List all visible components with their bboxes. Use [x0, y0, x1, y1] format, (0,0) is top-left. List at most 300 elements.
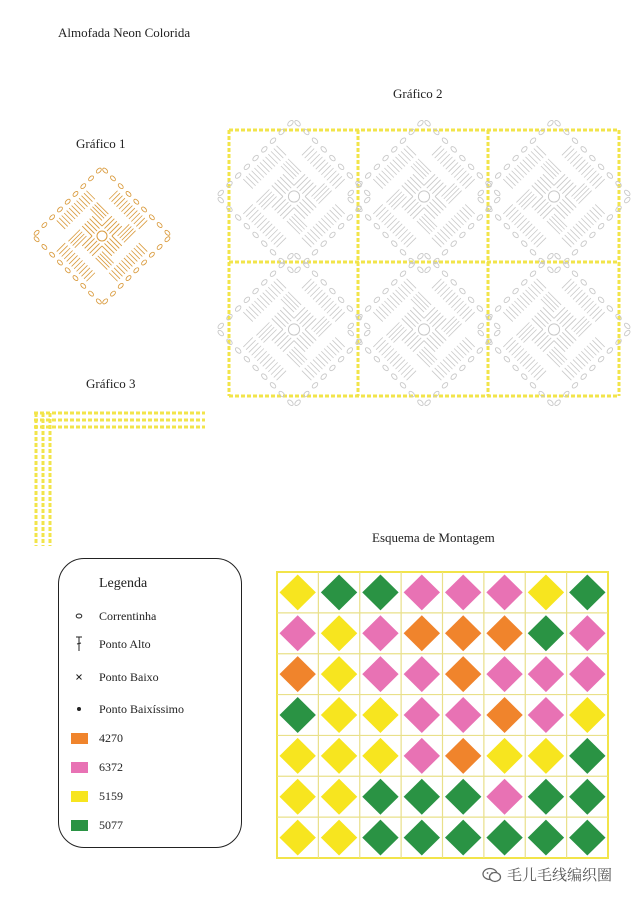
stitch-ponto-alto	[581, 351, 591, 361]
stitch-ponto-alto	[387, 351, 397, 361]
stitch-ponto-alto	[84, 270, 92, 278]
stitch-ponto-alto	[314, 186, 327, 199]
stitch-ponto-alto	[398, 154, 408, 164]
stitch-ponto-alto	[562, 146, 572, 156]
stitch-correntinha	[95, 298, 102, 305]
stitch-ponto-alto	[446, 160, 456, 170]
stitch-ponto-alto	[119, 263, 127, 271]
stitch-ponto-alto	[98, 256, 110, 268]
stitch-ponto-alto	[316, 357, 326, 367]
stitch-ponto-alto	[330, 210, 340, 220]
stitch-ponto-alto	[557, 205, 568, 216]
stitch-ponto-alto	[283, 341, 294, 352]
esquema-diamond	[486, 574, 522, 610]
esquema-diamond	[279, 738, 315, 774]
stitch-correntinha	[589, 154, 597, 162]
stitch-ponto-alto	[277, 279, 287, 289]
stitch-correntinha	[441, 270, 449, 278]
stitch-ponto-alto	[419, 352, 432, 365]
stitch-ponto-alto	[432, 199, 443, 210]
stitch-ponto-alto	[534, 368, 544, 378]
stitch-ponto-alto	[543, 208, 554, 219]
stitch-ponto-alto	[565, 282, 575, 292]
stitch-ponto-alto	[547, 354, 560, 367]
stitch-correntinha	[278, 261, 286, 269]
stitch-ponto-alto	[305, 368, 315, 378]
stitch-ponto-alto	[567, 365, 577, 375]
stitch-correntinha	[606, 172, 614, 180]
stitch-ponto-alto	[263, 357, 273, 367]
stitch-correntinha	[417, 399, 425, 407]
esquema-diamond	[404, 779, 440, 815]
motif-arm	[347, 119, 456, 228]
stitch-ponto-alto	[316, 188, 329, 201]
stitch-ponto-alto	[512, 171, 522, 181]
stitch-correntinha	[503, 296, 511, 304]
legend-color-6372	[59, 758, 123, 776]
grafico-1-label: Gráfico 1	[76, 136, 126, 151]
stitch-ponto-alto	[537, 335, 548, 346]
stitch-ponto-alto	[532, 185, 543, 196]
stitch-ponto-alto	[571, 316, 584, 329]
stitch-correntinha	[459, 231, 467, 239]
stitch-correntinha	[346, 214, 354, 222]
swatch-pink	[71, 762, 88, 773]
stitch-ponto-alto	[311, 316, 324, 329]
stitch-ponto-alto	[430, 180, 441, 191]
grafico-1-motif	[31, 165, 173, 307]
esquema-diamond	[528, 820, 564, 856]
motif-arm	[392, 165, 501, 274]
stitch-correntinha	[467, 296, 475, 304]
stitch-ponto-alto	[465, 179, 475, 189]
esquema-diamond	[321, 779, 357, 815]
stitch-ponto-alto	[424, 341, 435, 352]
legend-label: Correntinha	[99, 608, 157, 623]
stitch-ponto-alto	[567, 232, 577, 242]
stitch-ponto-alto	[302, 332, 313, 343]
stitch-ponto-alto	[546, 161, 559, 174]
stitch-correntinha	[476, 214, 484, 222]
stitch-correntinha	[563, 128, 571, 136]
stitch-ponto-alto	[297, 338, 308, 349]
stitch-correntinha	[494, 214, 502, 222]
stitch-ponto-alto	[435, 149, 445, 159]
stitch-correntinha	[467, 163, 475, 171]
legend-color-code: 5159	[99, 788, 123, 803]
stitch-correntinha	[164, 229, 171, 236]
stitch-correntinha	[261, 240, 269, 248]
stitch-ponto-alto	[129, 211, 137, 219]
stitch-ponto-alto	[592, 176, 602, 186]
stitch-ponto-alto	[300, 202, 311, 213]
stitch-correntinha	[217, 196, 225, 204]
stitch-correntinha	[234, 172, 242, 180]
stitch-ponto-alto	[435, 330, 446, 341]
stitch-ponto-alto	[405, 183, 416, 194]
stitch-ponto-alto	[275, 199, 286, 210]
stitch-correntinha	[125, 191, 132, 198]
stitch-ponto-alto	[77, 201, 85, 209]
stitch-correntinha	[234, 347, 242, 355]
stitch-correntinha	[320, 373, 328, 381]
stitch-ponto-alto	[407, 371, 417, 381]
stitch-correntinha	[606, 305, 614, 313]
esquema-diamond	[528, 697, 564, 733]
stitch-ponto-alto	[565, 185, 576, 196]
stitch-ponto-alto	[327, 171, 337, 181]
stitch-ponto-alto	[422, 349, 435, 362]
stitch-ponto-alto	[92, 216, 102, 226]
stitch-ponto-alto	[576, 293, 586, 303]
stitch-correntinha	[303, 390, 311, 398]
esquema-diamond	[404, 738, 440, 774]
stitch-correntinha	[226, 205, 234, 213]
stitch-ponto-alto	[543, 164, 556, 177]
stitch-ponto-alto	[257, 298, 267, 308]
stitch-ponto-alto	[525, 157, 535, 167]
esquema-diamond	[321, 615, 357, 651]
stitch-correntinha	[80, 282, 87, 289]
stitch-ponto-alto	[549, 219, 562, 232]
stitch-ponto-alto	[581, 165, 591, 175]
stitch-ponto-alto	[327, 213, 337, 223]
stitch-ponto-alto	[435, 197, 446, 208]
stitch-ponto-alto	[503, 179, 513, 189]
stitch-ponto-alto	[503, 337, 513, 347]
stitch-correntinha	[417, 119, 425, 127]
stitch-correntinha	[364, 172, 372, 180]
stitch-ponto-alto	[451, 165, 461, 175]
motif-arm	[392, 252, 501, 361]
stitch-correntinha	[156, 222, 163, 229]
stitch-ponto-alto	[435, 368, 445, 378]
stitch-ponto-alto	[121, 260, 129, 268]
stitch-ponto-alto	[389, 325, 402, 338]
stitch-correntinha	[64, 198, 71, 205]
stitch-ponto-alto	[275, 316, 286, 327]
stitch-ponto-alto	[404, 149, 414, 159]
stitch-correntinha	[347, 196, 355, 204]
stitch-ponto-alto	[384, 349, 394, 359]
stitch-correntinha	[382, 364, 390, 372]
stitch-correntinha	[164, 236, 171, 243]
stitch-correntinha	[373, 355, 381, 363]
stitch-correntinha	[364, 347, 372, 355]
stitch-ponto-alto	[454, 168, 464, 178]
stitch-ponto-alto	[437, 284, 447, 294]
stitch-ponto-alto	[287, 221, 300, 234]
stitch-correntinha	[424, 252, 432, 260]
stitch-correntinha	[337, 355, 345, 363]
stitch-ponto-alto	[451, 351, 461, 361]
stitch-ponto-alto	[289, 219, 302, 232]
stitch-ponto-alto	[444, 319, 457, 332]
stitch-ponto-alto	[581, 298, 591, 308]
swatch-orange	[71, 733, 88, 744]
stitch-ponto-alto	[292, 349, 305, 362]
stitch-ponto-alto	[271, 365, 281, 375]
stitch-correntinha	[547, 252, 555, 260]
motif-arm	[217, 298, 326, 407]
stitch-ponto-alto	[69, 255, 77, 263]
stitch-ponto-alto	[440, 362, 450, 372]
stitch-ponto-alto	[416, 294, 429, 307]
stitch-ponto-alto	[243, 179, 253, 189]
stitch-correntinha	[597, 296, 605, 304]
stitch-ponto-alto	[59, 246, 67, 254]
stitch-ponto-alto	[277, 371, 287, 381]
stitch-ponto-alto	[75, 236, 87, 248]
stitch-ponto-alto	[402, 197, 413, 208]
stitch-correntinha	[303, 261, 311, 269]
stitch-ponto-alto	[252, 213, 262, 223]
stitch-ponto-alto	[386, 189, 399, 202]
esquema-diamond	[362, 615, 398, 651]
stitch-ponto-alto	[272, 185, 283, 196]
stitch-ponto-alto	[335, 179, 345, 189]
stitch-ponto-alto	[274, 368, 284, 378]
stitch-ponto-alto	[413, 307, 424, 318]
grafico-3-label: Gráfico 3	[86, 376, 136, 391]
esquema-diamond	[279, 779, 315, 815]
stitch-ponto-alto	[554, 347, 567, 360]
stitch-ponto-alto	[565, 330, 576, 341]
stitch-ponto-alto	[257, 351, 267, 361]
stitch-ponto-alto	[560, 180, 571, 191]
stitch-correntinha	[347, 329, 355, 337]
stitch-correntinha	[512, 154, 520, 162]
stitch-ponto-alto	[288, 292, 301, 305]
stitch-ponto-alto	[112, 193, 120, 201]
stitch-ponto-alto	[102, 216, 112, 226]
stitch-ponto-alto	[302, 238, 312, 248]
stitch-ponto-alto	[59, 218, 67, 226]
legend-item-ponto-alto	[59, 635, 151, 653]
stitch-correntinha	[417, 252, 425, 260]
stitch-ponto-alto	[124, 258, 132, 266]
esquema-diamond	[445, 697, 481, 733]
stitch-correntinha	[399, 382, 407, 390]
stitch-ponto-alto	[517, 298, 527, 308]
stitch-ponto-alto	[373, 179, 383, 189]
stitch-correntinha	[356, 205, 364, 213]
stitch-correntinha	[217, 322, 225, 330]
stitch-ponto-alto	[335, 337, 345, 347]
stitch-ponto-alto	[557, 338, 568, 349]
stitch-correntinha	[363, 322, 371, 330]
stitch-ponto-alto	[465, 204, 475, 214]
stitch-ponto-alto	[246, 340, 256, 350]
stitch-ponto-alto	[307, 232, 317, 242]
esquema-diamond	[321, 820, 357, 856]
stitch-ponto-alto	[261, 327, 274, 340]
esquema-diamond	[569, 656, 605, 692]
stitch-ponto-alto	[109, 224, 119, 234]
stitch-ponto-alto	[387, 218, 397, 228]
esquema-diamond	[279, 656, 315, 692]
stitch-correntinha	[133, 267, 140, 274]
stitch-ponto-alto	[432, 279, 442, 289]
stitch-correntinha	[287, 399, 295, 407]
stitch-ponto-alto	[294, 214, 307, 227]
stitch-correntinha	[485, 205, 493, 213]
stitch-ponto-alto	[424, 307, 435, 318]
stitch-correntinha	[364, 214, 372, 222]
stitch-ponto-alto	[373, 337, 383, 347]
stitch-ponto-alto	[297, 177, 308, 188]
esquema-diamond	[445, 656, 481, 692]
stitch-correntinha	[433, 257, 441, 265]
motif-center-ring	[546, 322, 562, 338]
stitch-ponto-alto	[535, 199, 546, 210]
stitch-correntinha	[278, 257, 286, 265]
stitch-ponto-alto	[537, 238, 547, 248]
stitch-ponto-alto	[332, 207, 342, 217]
stitch-ponto-alto	[289, 352, 302, 365]
stitch-ponto-alto	[100, 254, 112, 266]
stitch-ponto-alto	[565, 235, 575, 245]
stitch-ponto-alto	[424, 174, 435, 185]
wechat-icon	[482, 867, 502, 883]
stitch-correntinha	[417, 266, 425, 274]
esquema-diamond	[321, 656, 357, 692]
stitch-ponto-alto	[114, 196, 122, 204]
stitch-ponto-alto	[514, 216, 524, 226]
stitch-ponto-alto	[64, 250, 72, 258]
stitch-ponto-alto	[540, 310, 551, 321]
stitch-ponto-alto	[411, 299, 424, 312]
stitch-correntinha	[141, 259, 148, 266]
stitch-ponto-alto	[524, 330, 537, 343]
stitch-ponto-alto	[528, 229, 538, 239]
stitch-ponto-alto	[532, 330, 543, 341]
stitch-correntinha	[243, 355, 251, 363]
stitch-correntinha	[252, 231, 260, 239]
stitch-ponto-alto	[565, 368, 575, 378]
stitch-correntinha	[363, 196, 371, 204]
stitch-ponto-alto	[96, 258, 108, 270]
stitch-correntinha	[252, 364, 260, 372]
stitch-ponto-alto	[294, 307, 305, 318]
stitch-ponto-alto	[576, 224, 586, 234]
stitch-ponto-alto	[319, 162, 329, 172]
stitch-correntinha	[493, 189, 501, 197]
stitch-ponto-alto	[271, 232, 281, 242]
stitch-correntinha	[503, 163, 511, 171]
legend-color-4270	[59, 729, 123, 747]
stitch-correntinha	[278, 128, 286, 136]
stitch-ponto-alto	[512, 346, 522, 356]
stitch-correntinha	[615, 205, 623, 213]
stitch-correntinha	[102, 298, 109, 305]
stitch-ponto-alto	[419, 219, 432, 232]
stitch-ponto-alto	[402, 185, 413, 196]
stitch-ponto-alto	[537, 146, 547, 156]
motif-arm	[347, 165, 456, 274]
stitch-ponto-alto	[576, 188, 589, 201]
stitch-ponto-alto	[283, 174, 294, 185]
stitch-ponto-alto	[280, 338, 291, 349]
stitch-correntinha	[433, 390, 441, 398]
stitch-correntinha	[485, 180, 493, 188]
stitch-ponto-alto	[332, 340, 342, 350]
stitch-ponto-alto	[90, 243, 100, 253]
stitch-ponto-alto	[112, 226, 122, 236]
stitch-ponto-alto	[277, 202, 288, 213]
stitch-correntinha	[538, 261, 546, 269]
stitch-ponto-alto	[512, 304, 522, 314]
stitch-ponto-alto	[449, 324, 462, 337]
stitch-correntinha	[287, 252, 295, 260]
stitch-ponto-alto	[249, 307, 259, 317]
stitch-ponto-alto	[407, 180, 418, 191]
stitch-ponto-alto	[552, 349, 565, 362]
stitch-ponto-alto	[384, 216, 394, 226]
stitch-ponto-alto	[562, 279, 572, 289]
esquema-diamond	[569, 615, 605, 651]
stitch-ponto-alto	[571, 183, 584, 196]
stitch-ponto-alto	[413, 174, 424, 185]
stitch-ponto-alto	[263, 293, 273, 303]
legend-item-correntinha	[59, 607, 156, 625]
stitch-correntinha	[49, 251, 56, 258]
stitch-ponto-alto	[537, 202, 548, 213]
stitch-ponto-alto	[79, 198, 87, 206]
stitch-ponto-alto	[277, 146, 287, 156]
stitch-ponto-alto	[521, 327, 534, 340]
stitch-ponto-alto	[112, 270, 120, 278]
stitch-ponto-alto	[579, 324, 592, 337]
stitch-correntinha	[538, 128, 546, 136]
stitch-correntinha	[450, 373, 458, 381]
stitch-correntinha	[311, 382, 319, 390]
stitch-correntinha	[117, 282, 124, 289]
motif-center-ring	[286, 189, 302, 205]
motif-arm	[522, 298, 631, 407]
swatch-green	[71, 820, 88, 831]
stitch-ponto-alto	[393, 160, 403, 170]
stitch-correntinha	[347, 189, 355, 197]
stitch-correntinha	[615, 180, 623, 188]
stitch-ponto-alto	[540, 338, 551, 349]
stitch-ponto-alto	[302, 316, 313, 327]
page-title: Almofada Neon Colorida	[58, 25, 191, 40]
stitch-correntinha	[494, 347, 502, 355]
stitch-ponto-alto	[330, 343, 340, 353]
stitch-correntinha	[269, 382, 277, 390]
stitch-correntinha	[294, 119, 302, 127]
stitch-ponto-alto	[376, 309, 386, 319]
stitch-correntinha	[424, 119, 432, 127]
legend-color-code: 5077	[99, 817, 123, 832]
esquema-diamond	[569, 738, 605, 774]
stitch-ponto-alto	[321, 351, 331, 361]
esquema-diamond	[362, 779, 398, 815]
motif-arm	[392, 119, 501, 228]
stitch-ponto-alto	[120, 226, 132, 238]
stitch-ponto-alto	[592, 340, 602, 350]
stitch-correntinha	[529, 270, 537, 278]
esquema-diamond	[528, 779, 564, 815]
stitch-correntinha	[485, 313, 493, 321]
stitch-ponto-alto	[263, 160, 273, 170]
stitch-ponto-alto	[418, 159, 431, 172]
stitch-ponto-alto	[129, 253, 137, 261]
stitch-ponto-alto	[305, 235, 315, 245]
stitch-ponto-alto	[584, 168, 594, 178]
stitch-correntinha	[486, 180, 494, 188]
